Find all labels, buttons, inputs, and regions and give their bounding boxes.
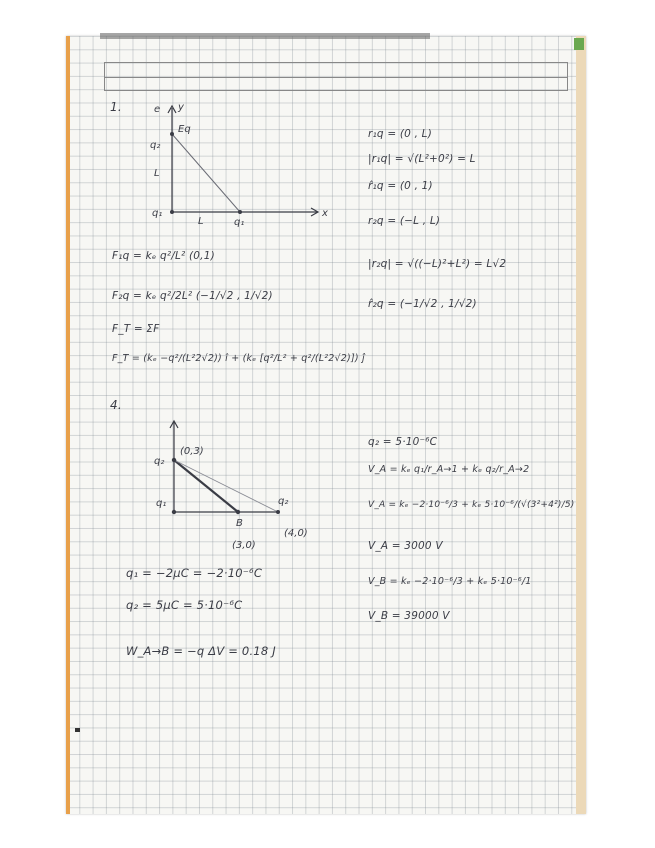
top-charge-label: q₂ [154,456,165,467]
eq-r2q: r₂q = (−L , L) [368,215,441,227]
eq-r1q: r₁q = (0 , L) [368,128,433,140]
punch-mark [75,728,80,732]
tab-marker [574,38,584,50]
eq-q1: q₁ = −2μC = −2·10⁻⁶C [126,566,263,580]
point-b-label: B [236,518,243,529]
eq-r2q-unit: r̂₂q = (−1/√2 , 1/√2) [368,298,477,310]
eq-q2: q₂ = 5μC = 5·10⁻⁶C [126,598,243,612]
right-charge-label: q₂ [278,496,289,507]
y-axis-label: y [178,102,184,113]
eq-work: W_A→B = −q ΔV = 0.18 J [126,644,276,658]
side-length-label: L [154,168,160,179]
origin-charge-label: q₁ [152,208,163,219]
eq-r1q-magnitude: |r₁q| = √(L²+0²) = L [368,153,476,165]
problem-number-4: 4. [110,398,122,412]
point-a-coord: (4,0) [284,528,308,539]
figure-problem-1 [140,100,340,228]
eq-va-result: V_A = 3000 V [368,540,443,552]
eq-va-sub: V_A = kₑ −2·10⁻⁶/3 + kₑ 5·10⁻⁶/(√(3²+4²)/5) [368,500,575,510]
top-point-coord: (0,3) [180,446,204,457]
eq-va-def: V_A = kₑ q₁/r_A→1 + kₑ q₂/r_A→2 [368,464,530,475]
eq-ft-sum: F_T = ΣF [112,323,160,335]
page-shadow [576,36,586,814]
eq-f2q: F₂q = kₑ q²/2L² (−1/√2 , 1/√2) [112,290,273,302]
x-axis-label: x [322,208,328,219]
origin-charge-label: q₁ [156,498,167,509]
page-edge [66,36,70,814]
top-charge-label: q₂ [150,140,161,151]
eq-ft-total: F_T = (kₑ −q²/(L²2√2)) î + (kₑ [q²/L² + q²/(L²2√2)]) ĵ [112,353,365,364]
point-b-coord: (3,0) [232,540,256,551]
figure-problem-4 [150,418,330,553]
eq-label: Eq [178,124,191,135]
eq-vb-result: V_B = 39000 V [368,610,450,622]
eq-f1q: F₁q = kₑ q²/L² (0,1) [112,250,215,262]
header-line-2 [104,76,568,91]
eq-vb-sub: V_B = kₑ −2·10⁻⁶/3 + kₑ 5·10⁻⁶/1 [368,576,532,587]
e-label: e [154,104,161,115]
eq-r2q-magnitude: |r₂q| = √((−L)²+L²) = L√2 [368,258,507,270]
bottom-length-label: L [198,216,204,227]
eq-r1q-unit: r̂₁q = (0 , 1) [368,180,433,192]
right-charge-label: q₁ [234,217,245,228]
scan-artifact [100,33,430,39]
problem-number-1: 1. [110,100,122,114]
eq-q2-right: q₂ = 5·10⁻⁶C [368,436,438,448]
